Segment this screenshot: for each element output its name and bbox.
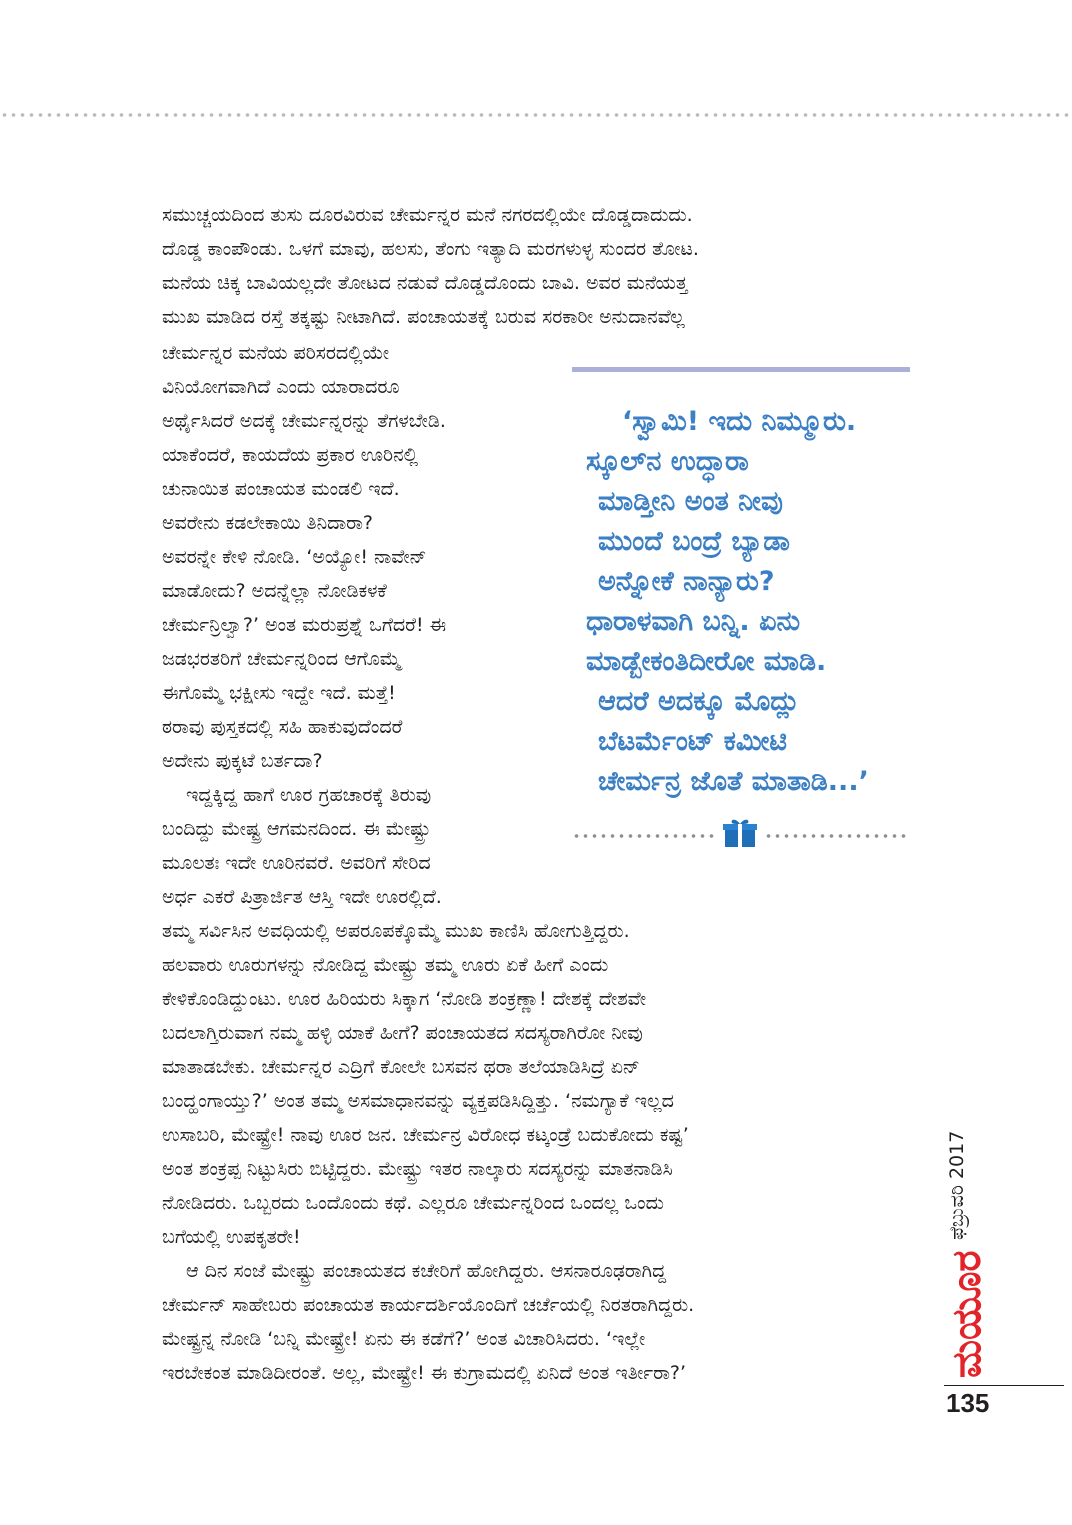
text-line: ಮೂಲತಃ ಇದೇ ಊರಿನವರೆ. ಅವರಿಗೆ ಸೇರಿದ	[162, 852, 431, 874]
text-line: ಬದಲಾಗ್ತಿರುವಾಗ ನಮ್ಮ ಹಳ್ಳಿ ಯಾಕೆ ಹೀಗೆ? ಪಂಚಾಯತದ ಸದಸ್ಯರಾಗಿರೋ ನೀವು	[162, 1022, 643, 1044]
text-line: ಮಾಡೋದು? ಅದನ್ನೆಲ್ಲಾ ನೋಡಿಕಳಕೆ	[162, 580, 387, 602]
text-line: ಆ ದಿನ ಸಂಜೆ ಮೇಷ್ಟ್ರು ಪಂಚಾಯತದ ಕಚೇರಿಗೆ ಹೋಗಿದ್ದರು. ಆಸನಾರೂಢರಾಗಿದ್ದ	[186, 1260, 667, 1282]
text-line: ಈಗೊಮ್ಮೆ ಭಕ್ಷೀಸು ಇದ್ದೇ ಇದೆ. ಮತ್ತೆ!	[162, 682, 396, 704]
pull-quote-line: ಬೆಟರ್ಮೆಂಟ್ ಕಮೀಟಿ	[598, 726, 788, 757]
pull-quote-top-rule	[572, 367, 910, 372]
pull-quote-line: ‘ಸ್ವಾಮಿ! ಇದು ನಿಮ್ಮೂರು.	[622, 406, 857, 437]
text-line: ಹಲವಾರು ಊರುಗಳನ್ನು ನೋಡಿದ್ದ ಮೇಷ್ಟ್ರು ತಮ್ಮ ಊರು ಏಕೆ ಹೀಗೆ ಎಂದು	[162, 954, 609, 976]
pull-quote-line: ಅನ್ನೋಕೆ ನಾನ್ಯಾರು?	[598, 566, 775, 597]
text-line: ಅದೇನು ಪುಕ್ಕಟೆ ಬರ್ತದಾ?	[162, 750, 323, 772]
text-line: ಮೇಷ್ಟ್ರನ್ನ ನೋಡಿ ‘ಬನ್ನಿ ಮೇಷ್ಟ್ರೇ! ಏನು ಈ ಕಡೆಗೆ?’ ಅಂತ ವಿಚಾರಿಸಿದರು. ‘ಇಲ್ಲೇ	[162, 1328, 646, 1350]
text-line: ಬಗೆಯಲ್ಲಿ ಉಪಕೃತರೇ!	[162, 1226, 301, 1248]
pull-quote-line: ಧಾರಾಳವಾಗಿ ಬನ್ನಿ. ಏನು	[586, 606, 801, 637]
text-line: ಬಂದಿದ್ದು ಮೇಷ್ಟ್ರ ಆಗಮನದಿಂದ. ಈ ಮೇಷ್ಟ್ರು	[162, 818, 432, 840]
text-line: ಅರ್ಧ ಎಕರೆ ಪಿತ್ರಾರ್ಜಿತ ಆಸ್ತಿ ಇದೇ ಊರಲ್ಲಿದೆ.	[162, 886, 442, 908]
page-number: 135	[946, 1388, 990, 1418]
text-line: ಠರಾವು ಪುಸ್ತಕದಲ್ಲಿ ಸಹಿ ಹಾಕುವುದೆಂದರೆ	[162, 716, 403, 738]
pull-quote-line: ಮಾಡ್ಬೇಕಂತಿದೀರೋ ಮಾಡಿ.	[586, 646, 827, 677]
pull-quote-dotted-rule-left	[572, 833, 718, 839]
pull-quote-line: ಮುಂದೆ ಬಂದ್ರೆ ಬ್ಯಾಡಾ	[598, 526, 790, 557]
pull-quote-line: ಚೇರ್ಮನ್ರ ಜೊತೆ ಮಾತಾಡಿ...’	[598, 766, 869, 797]
text-line: ಅವರನ್ನೇ ಕೇಳಿ ನೋಡಿ. ‘ಅಯ್ಯೋ! ನಾವೇನ್	[162, 546, 427, 568]
pull-quote-line: ಸ್ಕೂಲ್‌ನ ಉದ್ಧಾರಾ	[586, 446, 749, 477]
text-line: ನೋಡಿದರು. ಒಬ್ಬರದು ಒಂದೊಂದು ಕಥೆ. ಎಲ್ಲರೂ ಚೇರ್ಮನ್ನರಿಂದ ಒಂದಲ್ಲ ಒಂದು	[162, 1192, 664, 1214]
text-line: ಚೇರ್ಮನ್ನರ ಮನೆಯ ಪರಿಸರದಲ್ಲಿಯೇ	[162, 342, 390, 364]
text-line: ಇರಬೇಕಂತ ಮಾಡಿದೀರಂತೆ. ಅಲ್ಲ, ಮೇಷ್ಟ್ರೇ! ಈ ಕುಗ್ರಾಮದಲ್ಲಿ ಏನಿದೆ ಅಂತ ಇರ್ತೀರಾ?’	[162, 1362, 687, 1384]
pull-quote-line: ಮಾಡ್ತೀನಿ ಅಂತ ನೀವು	[598, 486, 783, 517]
text-line: ಮಾತಾಡಬೇಕು. ಚೇರ್ಮನ್ನರ ಎದ್ರಿಗೆ ಕೋಲೇ ಬಸವನ ಥರಾ ತಲೆಯಾಡಿಸಿದ್ರೆ ಏನ್	[162, 1056, 640, 1078]
top-dotted-divider	[0, 112, 1072, 118]
text-line: ಮುಖ ಮಾಡಿದ ರಸ್ತೆ ತಕ್ಕಷ್ಟು ನೀಟಾಗಿದೆ. ಪಂಚಾಯತಕ್ಕೆ ಬರುವ ಸರಕಾರೀ ಅನುದಾನವೆಲ್ಲ	[162, 306, 685, 328]
text-line: ತಮ್ಮ ಸರ್ವಿಸಿನ ಅವಧಿಯಲ್ಲಿ ಅಪರೂಪಕ್ಕೊಮ್ಮೆ ಮುಖ ಕಾಣಿಸಿ ಹೋಗುತ್ತಿದ್ದರು.	[162, 920, 630, 942]
text-line: ಬಂದ್ಹಂಗಾಯ್ತು?’ ಅಂತ ತಮ್ಮ ಅಸಮಾಧಾನವನ್ನು ವ್ಯಕ್ತಪಡಿಸಿದ್ದಿತ್ತು. ‘ನಮಗ್ಯಾಕೆ ಇಲ್ಲದ	[162, 1090, 674, 1112]
text-line: ಸಮುಚ್ಚಯದಿಂದ ತುಸು ದೂರವಿರುವ ಚೇರ್ಮನ್ನರ ಮನೆ ನಗರದಲ್ಲಿಯೇ ದೊಡ್ಡದಾದುದು.	[162, 204, 693, 226]
pull-quote-line: ಆದರೆ ಅದಕ್ಕೂ ಮೊದ್ಲು	[598, 686, 800, 717]
gift-icon	[722, 818, 758, 848]
text-line: ಉಸಾಬರಿ, ಮೇಷ್ಟ್ರೇ! ನಾವು ಊರ ಜನ. ಚೇರ್ಮನ್ರ ವಿರೋಧ ಕಟ್ಕಂಡ್ರೆ ಬದುಕೋದು ಕಷ್ಟ’	[162, 1124, 689, 1146]
issue-month: ಫೆಬ್ರುವರಿ 2017	[946, 1130, 968, 1240]
text-line: ಜಡಭರತರಿಗೆ ಚೇರ್ಮನ್ನರಿಂದ ಆಗೊಮ್ಮೆ	[162, 648, 402, 670]
text-line: ವಿನಿಯೋಗವಾಗಿದೆ ಎಂದು ಯಾರಾದರೂ	[162, 376, 400, 398]
page-number-rule	[944, 1385, 1064, 1386]
magazine-logo: ಮಯೂರ	[944, 1250, 990, 1378]
text-line: ಅವರೇನು ಕಡಲೇಕಾಯಿ ತಿನಿದಾರಾ?	[162, 512, 374, 534]
text-line: ಅಂತ ಶಂಕ್ರಪ್ಪ ನಿಟ್ಟುಸಿರು ಬಿಟ್ಟಿದ್ದರು. ಮೇಷ್ಟ್ರು ಇತರ ನಾಲ್ಕಾರು ಸದಸ್ಯರನ್ನು ಮಾತನಾಡಿಸಿ	[162, 1158, 673, 1180]
pull-quote-dotted-rule-right	[764, 833, 910, 839]
text-line: ದೊಡ್ಡ ಕಾಂಪೌಂಡು. ಒಳಗೆ ಮಾವು, ಹಲಸು, ತೆಂಗು ಇತ್ಯಾದಿ ಮರಗಳುಳ್ಳ ಸುಂದರ ತೋಟ.	[162, 238, 699, 260]
text-line: ಚೇರ್ಮನ್ ಸಾಹೇಬರು ಪಂಚಾಯತ ಕಾರ್ಯದರ್ಶಿಯೊಂದಿಗೆ ಚರ್ಚೆಯಲ್ಲಿ ನಿರತರಾಗಿದ್ದರು.	[162, 1294, 695, 1316]
text-line: ಅರ್ಥೈಸಿದರೆ ಅದಕ್ಕೆ ಚೇರ್ಮನ್ನರನ್ನು ತೆಗಳಬೇಡಿ.	[162, 410, 446, 432]
text-line: ಚೇರ್ಮನ್ರಿಲ್ವಾ?’ ಅಂತ ಮರುಪ್ರಶ್ನೆ ಒಗೆದರೆ! ಈ	[162, 614, 447, 636]
text-line: ಮನೆಯ ಚಿಕ್ಕ ಬಾವಿಯಲ್ಲದೇ ತೋಟದ ನಡುವೆ ದೊಡ್ಡದೊಂದು ಬಾವಿ. ಅವರ ಮನೆಯತ್ತ	[162, 272, 688, 294]
text-line: ಕೇಳಿಕೊಂಡಿದ್ದುಂಟು. ಊರ ಹಿರಿಯರು ಸಿಕ್ಕಾಗ ‘ನೋಡಿ ಶಂಕ್ರಣ್ಣಾ! ದೇಶಕ್ಕೆ ದೇಶವೇ	[162, 988, 647, 1010]
text-line: ಚುನಾಯಿತ ಪಂಚಾಯತ ಮಂಡಲಿ ಇದೆ.	[162, 478, 400, 500]
text-line: ಇದ್ದಕ್ಕಿದ್ದ ಹಾಗೆ ಊರ ಗ್ರಹಚಾರಕ್ಕೆ ತಿರುವು	[186, 784, 432, 806]
text-line: ಯಾಕೆಂದರೆ, ಕಾಯದೆಯ ಪ್ರಕಾರ ಊರಿನಲ್ಲಿ	[162, 444, 418, 466]
